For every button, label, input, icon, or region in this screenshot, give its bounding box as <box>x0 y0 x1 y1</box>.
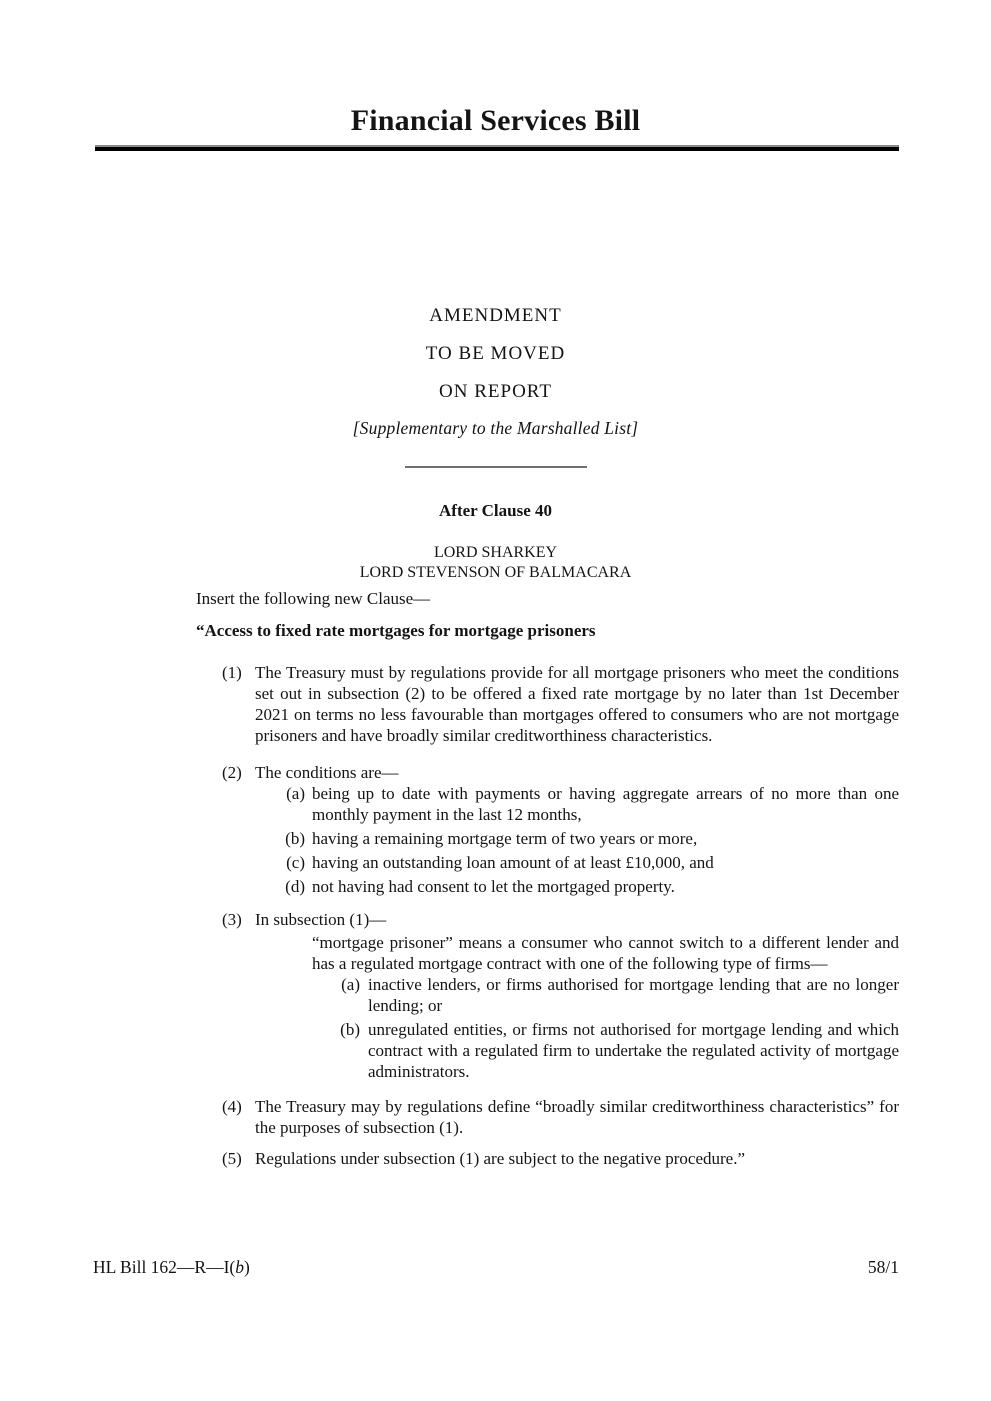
subsection-2 <box>196 762 899 897</box>
clause-location-heading: After Clause 40 <box>439 501 552 520</box>
item-text: inactive lenders, or firms authorised for mortgage lending that are no longer lending; or <box>368 975 899 1015</box>
bill-reference <box>93 1256 250 1278</box>
subsection-body <box>255 1148 899 1169</box>
subsection-text: In subsection (1)— <box>255 910 387 929</box>
item-number: (a) <box>286 784 305 803</box>
item-number: (c) <box>286 853 305 872</box>
item-text: having an outstanding loan amount of at least £10,000, and <box>312 853 714 872</box>
insert-instruction: Insert the following new Clause— <box>196 589 431 608</box>
new-clause-title: “Access to fixed rate mortgages for mortgage prisoners <box>196 621 596 640</box>
bill-reference-italic: b <box>235 1257 245 1277</box>
definition-block <box>312 932 899 1082</box>
bill-title: Financial Services Bill <box>350 104 641 137</box>
firm-type-item-a <box>312 974 899 1016</box>
subsection-number: (3) <box>222 910 242 929</box>
subsection-text: Regulations under subsection (1) are subject to the negative procedure.” <box>255 1149 745 1168</box>
subsection-number: (2) <box>222 763 242 782</box>
item-text: having a remaining mortgage term of two years or more, <box>312 829 698 848</box>
page-number: 58/1 <box>867 1257 899 1277</box>
subsection-body <box>255 909 899 1082</box>
subsection-1 <box>196 662 899 746</box>
bill-reference-prefix: HL Bill 162—R—I( <box>93 1257 236 1277</box>
subsection-text: The Treasury must by regulations provide for all mortgage prisoners who meet the conditions set out in subsection (2) to be offered a fixed rate mortgage by no later than 1st December 2021 on terms no less favourable than mortgages offered to consumers who are not mortgage prisoners and have broadly similar creditworthiness characteristics. <box>255 663 899 745</box>
condition-item-d <box>255 876 899 897</box>
subsection-number: (1) <box>222 663 242 682</box>
subsection-body <box>255 762 899 897</box>
item-text: unregulated entities, or firms not authorised for mortgage lending and which contract with a regulated firm to undertake the regulated activity of mortgage administrators. <box>368 1020 899 1081</box>
item-number: (b) <box>340 1020 360 1039</box>
subsection-body <box>255 662 899 746</box>
subsection-text: The Treasury may by regulations define “broadly similar creditworthiness characteristics” for the purposes of subsection (1). <box>255 1097 899 1137</box>
definition-text: “mortgage prisoner” means a consumer who cannot switch to a different lender and has a regulated mortgage contract with one of the following type of firms— <box>312 933 899 973</box>
heading-line-amendment: AMENDMENT <box>429 305 562 326</box>
page-footer <box>0 1256 991 1278</box>
firm-type-item-b <box>312 1019 899 1082</box>
clause-body <box>196 588 899 1169</box>
item-text: not having had consent to let the mortgaged property. <box>312 877 675 896</box>
item-text: being up to date with payments or having aggregate arrears of no more than one monthly payment in the last 12 months, <box>312 784 899 824</box>
sponsor-name: LORD STEVENSON OF BALMACARA <box>359 564 632 581</box>
condition-item-a <box>255 783 899 825</box>
subsection-3 <box>196 909 899 1082</box>
amendment-heading <box>0 297 991 468</box>
sponsor-list <box>0 543 991 583</box>
item-number: (d) <box>285 877 305 896</box>
heading-line-to-be-moved: TO BE MOVED <box>425 343 566 364</box>
subsection-number: (5) <box>222 1149 242 1168</box>
subsection-5 <box>196 1148 899 1169</box>
subsection-4 <box>196 1096 899 1138</box>
item-number: (a) <box>341 975 360 994</box>
subsection-body <box>255 1096 899 1138</box>
sponsor-name: LORD SHARKEY <box>433 544 558 561</box>
marshalled-list-note: [Supplementary to the Marshalled List] <box>352 418 639 438</box>
item-number: (b) <box>285 829 305 848</box>
subsection-number: (4) <box>222 1097 242 1116</box>
subsection-text: The conditions are— <box>255 763 399 782</box>
title-double-rule <box>95 145 899 151</box>
condition-item-b <box>255 828 899 849</box>
condition-item-c <box>255 852 899 873</box>
bill-reference-suffix: ) <box>244 1257 250 1277</box>
heading-line-on-report: ON REPORT <box>439 381 552 402</box>
amendment-content <box>0 588 991 1169</box>
separator-rule <box>405 466 587 468</box>
